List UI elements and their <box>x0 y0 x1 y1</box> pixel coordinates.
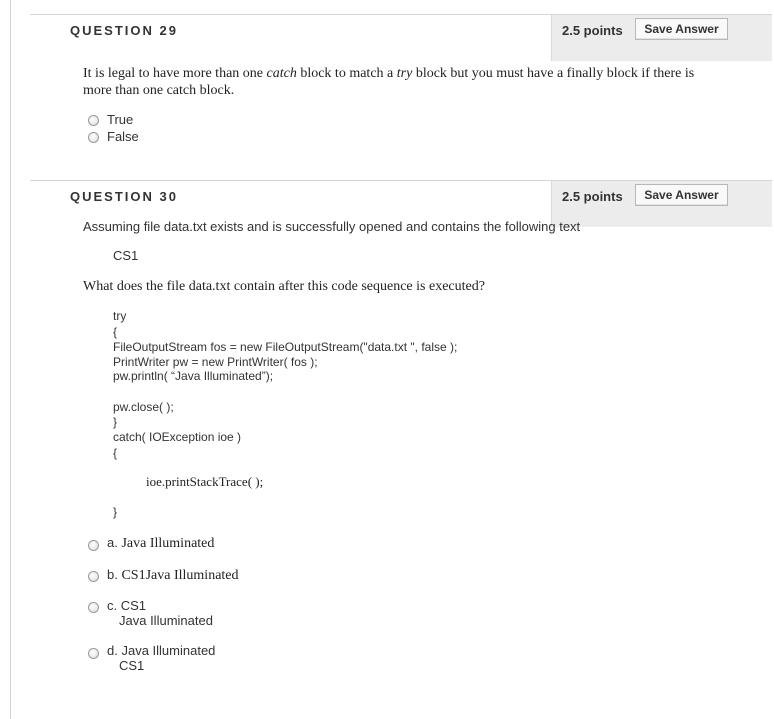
q30-option-b-text: CS1Java Illuminated <box>121 568 239 583</box>
q30-radio-a[interactable] <box>88 540 99 551</box>
q30-option-c <box>107 598 146 613</box>
q30-option-a-prefix: a. <box>107 535 118 550</box>
q30-option-d-line-2: CS1 <box>119 658 145 673</box>
code-line-pw: PrintWriter pw = new PrintWriter( fos ); <box>113 355 318 369</box>
question-29-text-line-2: more than one catch block. <box>83 83 235 98</box>
code-line-open-brace-2: { <box>113 446 118 460</box>
q30-option-c-prefix: c. <box>107 598 118 613</box>
question-30-save-answer-button[interactable]: Save Answer <box>635 184 728 206</box>
q30-radio-d[interactable] <box>88 648 99 659</box>
q30-option-c-line-1: CS1 <box>120 598 147 613</box>
q30-option-d-prefix: d. <box>107 643 118 658</box>
question-30-points: 2.5 points <box>562 189 623 204</box>
code-line-open-brace: { <box>113 325 118 339</box>
question-30-points-box <box>551 181 772 227</box>
question-30-intro: Assuming file data.txt exists and is successfully opened and contains the following text <box>83 219 581 234</box>
q30-option-b <box>107 567 239 584</box>
q30-option-b-prefix: b. <box>107 567 118 582</box>
q29-text-part: block to match a <box>296 66 397 81</box>
code-line-close-brace-2: } <box>113 505 118 519</box>
q29-text-part: It is legal to have more than one <box>83 66 267 81</box>
code-line-fos: FileOutputStream fos = new FileOutputStream("data.txt ", false ); <box>113 340 458 354</box>
q30-option-d <box>107 643 215 658</box>
q30-radio-c[interactable] <box>88 602 99 613</box>
left-border <box>10 0 11 719</box>
q30-option-c-line-2: Java Illuminated <box>119 613 213 628</box>
question-29-points-box <box>551 15 772 61</box>
question-29-save-answer-button[interactable]: Save Answer <box>635 18 728 40</box>
question-30-question: What does the file data.txt contain after this code sequence is executed? <box>83 279 485 294</box>
q29-radio-true[interactable] <box>88 115 99 126</box>
q30-option-a-text: Java Illuminated <box>121 536 215 551</box>
code-line-try: try <box>113 309 127 323</box>
code-line-close-brace: } <box>113 415 118 429</box>
q29-text-catch: catch <box>266 66 297 81</box>
question-29-header <box>30 14 772 61</box>
code-line-printstacktrace: ioe.printStackTrace( ); <box>146 474 264 489</box>
q30-radio-b[interactable] <box>88 571 99 582</box>
question-29-label: QUESTION 29 <box>70 23 178 38</box>
q29-option-true-label: True <box>107 112 134 127</box>
question-29-points: 2.5 points <box>562 23 623 38</box>
q29-option-false-label: False <box>107 129 139 144</box>
question-30-file-contents: CS1 <box>113 248 139 263</box>
q30-option-a <box>107 535 214 552</box>
code-line-close: pw.close( ); <box>113 400 174 414</box>
q30-option-d-line-1: Java Illuminated <box>121 643 216 658</box>
q29-text-try: try <box>396 66 413 81</box>
q29-radio-false[interactable] <box>88 132 99 143</box>
question-29-text-line-1 <box>83 66 694 82</box>
q29-text-part: block but you must have a finally block if there is <box>412 66 695 81</box>
code-line-println: pw.println( “Java Illuminated”); <box>113 369 274 383</box>
code-line-catch: catch( IOException ioe ) <box>113 430 242 444</box>
question-30-label: QUESTION 30 <box>70 189 178 204</box>
